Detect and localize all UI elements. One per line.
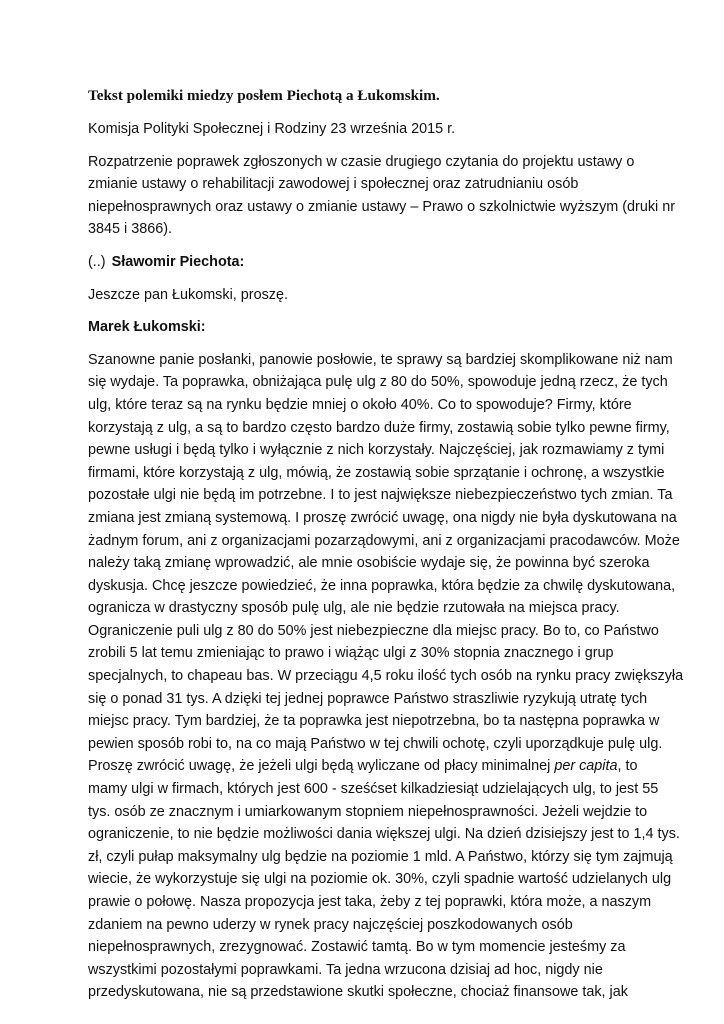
- intro-line: Rozpatrzenie poprawek zgłoszonych w czasie drugiego czytania do projektu ustawy o: [88, 153, 635, 170]
- speech-line: zmiana jest zmianą systemową. I proszę zwrócić uwagę, ona nigdy nie była dyskutowana na: [88, 509, 677, 526]
- speech-line: ulg, które teraz są na rynku będzie mniej o około 40%. Co to spowoduje? Firmy, które: [88, 396, 632, 413]
- speaker2-name: Marek Łukomski:: [88, 319, 206, 336]
- intro-line: 3845 i 3866).: [88, 221, 173, 238]
- document-subtitle: Komisja Polityki Społecznej i Rodziny 23 września 2015 r.: [88, 121, 456, 137]
- speech-line: firmami, które korzystają z ulg, mówią, że zostawią sobie sprzątanie i ochronę, a wszystkie: [88, 464, 665, 481]
- speech-line: niepełnosprawnych, zrezygnować. Zostawić tamtą. Bo w tym momencie jesteśmy za: [88, 939, 626, 956]
- speech-line: Szanowne panie posłanki, panowie posłowie, te sprawy są bardziej skomplikowane niż nam: [88, 351, 673, 368]
- speech-line: Proszę zwrócić uwagę, że jeżeli ulgi będą wyliczane od płacy minimalnej per capita, to: [88, 758, 638, 775]
- speaker1-heading: [88, 251, 636, 274]
- speech-line: mamy ulgi w firmach, których jest 600 - sześćset kilkadziesiąt udzielających ulg, to jest 55: [88, 781, 659, 798]
- speech-line: tys. osób ze znacznym i umiarkowanym stopniem niepełnosprawności. Jeżeli wejdzie to: [88, 803, 648, 820]
- speech-line: należy taką zmianę wprowadzić, ale mnie osobiście wydaje się, że powinna być szeroka: [88, 555, 650, 572]
- intro-line: zmianie ustawy o rehabilitacji zawodowej i społecznej oraz zatrudnianiu osób: [88, 176, 579, 193]
- speech-line: miejsc pracy. Tym bardziej, że ta poprawka jest niepotrzebna, bo ta następna poprawka w: [88, 713, 660, 730]
- speech-line: żadnym forum, ani z organizacjami pozarządowymi, ani z organizacjami pracodawców. Może: [88, 532, 680, 549]
- omission-marker: (..): [88, 253, 106, 270]
- speech-line: specjalnych, to chapeau bas. W przeciągu 4,5 roku ilość tych osób na rynku pracy zwiększyła: [88, 668, 684, 685]
- speaker1-name: Sławomir Piechota:: [111, 253, 245, 270]
- speech-line: pewien sposób robi to, na co mają Państwo w tej chwili ochotę, czyli uporządkuje pulę ulg.: [88, 735, 663, 752]
- speech-line: korzystają z ulg, a są to bardzo często bardzo duże firmy, zostawią sobie tylko pewne firmy,: [88, 419, 670, 436]
- speech-line: się wydaje. Ta poprawka, obniżająca pulę ulg z 80 do 50%, spowoduje jedną rzecz, że tych: [88, 374, 668, 391]
- speech-line: dyskusja. Chcę jeszcze powiedzieć, że inna poprawka, która będzie za chwilę dyskutowana,: [88, 577, 676, 594]
- document-body: [88, 86, 684, 1014]
- intro-line: niepełnosprawnych oraz ustawy o zmianie ustawy – Prawo o szkolnictwie wyższym (druki nr: [88, 198, 676, 215]
- document-title: Tekst polemiki miedzy posłem Piechotą a Łukomskim.: [88, 87, 440, 104]
- speech-line: przedyskutowana, nie są przedstawione skutki społeczne, chociaż finansowe tak, jak: [88, 984, 628, 1001]
- speech-line: prawie o połowę. Nasza propozycja jest taka, żeby z tej poprawki, która może, a naszym: [88, 894, 652, 910]
- speaker1-text: Jeszcze pan Łukomski, proszę.: [88, 286, 288, 303]
- speech-line: ogranicza w drastyczny sposób pulę ulg, ale nie będzie rzutowała na miejsca pracy.: [88, 600, 620, 617]
- speech-line: ograniczenie, to nie będzie możliwości dania większej ulgi. Na dzień dzisiejszy jest to 1,4 tys.: [88, 826, 680, 843]
- speech-paragraph: [88, 349, 684, 1004]
- speech-line: Ograniczenie puli ulg z 80 do 50% jest niebezpieczne dla miejsc pracy. Bo to, co Państwo: [88, 622, 659, 639]
- intro-paragraph: [88, 151, 676, 241]
- speech-line: zdaniem na pewno uderzy w rynek pracy najczęściej poszkodowanych osób: [88, 916, 573, 933]
- speech-line: pewne usługi i będą tylko i wyłącznie z nich korzystały. Najczęściej, jak rozmawiamy z tymi: [88, 442, 665, 459]
- speech-line: pozostałe ulgi nie będą im potrzebne. I to jest największe niebezpieczeństwo tych zmian. Ta: [88, 487, 673, 504]
- speech-line: wszystkimi pozostałymi poprawkami. Ta jedna wrzucona dzisiaj ad hoc, nigdy nie: [88, 961, 603, 978]
- italic-phrase: per capita: [554, 758, 618, 775]
- speech-line: się o ponad 31 tys. A dzięki tej jednej poprawce Państwo straszliwie ryzykują utratę tych: [88, 690, 648, 707]
- speech-line: zrobili 5 lat temu zmieniając to prawo i wiążąc ulgi z 30% stopnia znacznego i grup: [88, 645, 614, 662]
- speech-line: zł, czyli pułap maksymalny ulg będzie na poziomie 1 mld. A Państwo, którzy się tym zajmują: [88, 848, 673, 865]
- speech-line: wiecie, że wykorzystuje się ulgi na poziomie ok. 30%, czyli spadnie wartość udzielanych ulg: [88, 871, 672, 888]
